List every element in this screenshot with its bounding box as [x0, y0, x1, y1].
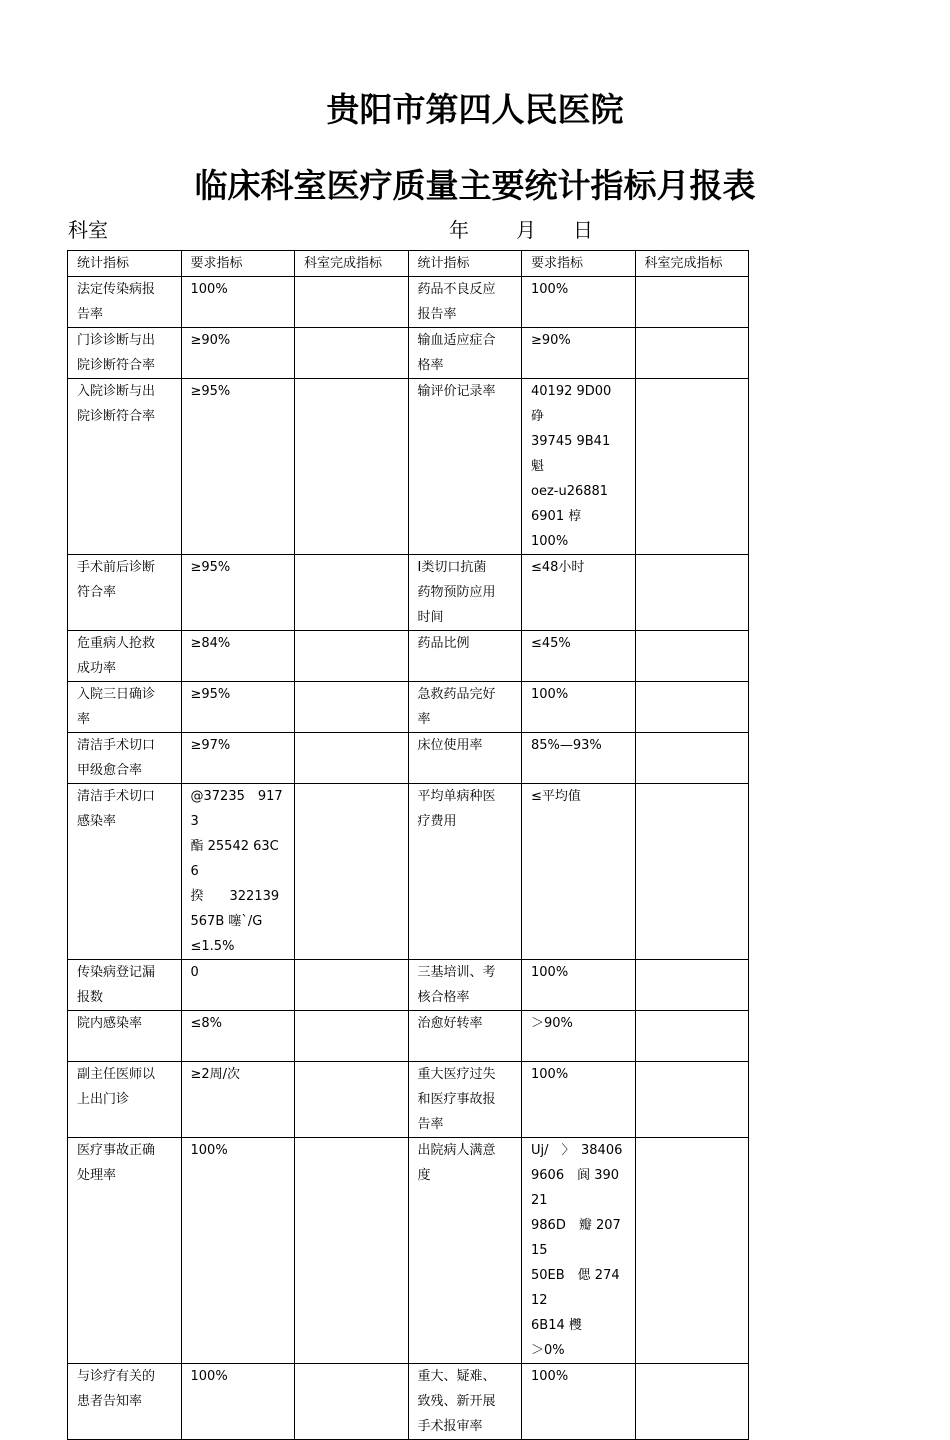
month-label: 月	[516, 218, 536, 242]
indicator-name: 院内感染率	[77, 1016, 143, 1031]
required-value-cell	[181, 1011, 295, 1062]
indicator-name: 医疗事故正确 处理率	[77, 1143, 156, 1183]
required-value: ≤48小时	[531, 560, 585, 575]
completed-value-cell[interactable]	[635, 631, 749, 682]
completed-value-cell[interactable]	[295, 631, 409, 682]
indicator-name-cell	[68, 379, 182, 555]
required-value-cell	[522, 960, 636, 1011]
table-row	[68, 631, 749, 682]
column-header: 统计指标	[68, 251, 182, 277]
required-value-cell	[181, 960, 295, 1011]
required-value-cell	[181, 682, 295, 733]
required-value: ≥90%	[190, 333, 231, 348]
indicator-name-cell	[408, 631, 522, 682]
required-value-cell	[522, 1062, 636, 1138]
indicator-name-cell	[408, 379, 522, 555]
indicator-name: 治愈好转率	[417, 1016, 483, 1031]
indicator-name: 与诊疗有关的 患者告知率	[77, 1369, 156, 1409]
completed-value-cell[interactable]	[635, 733, 749, 784]
indicator-name-cell	[68, 555, 182, 631]
indicator-name-cell	[408, 784, 522, 960]
indicator-name-cell	[408, 1138, 522, 1364]
required-value: 100%	[531, 1369, 569, 1384]
indicator-name: 门诊诊断与出 院诊断符合率	[77, 333, 156, 373]
required-value: 40192 9D00 碀 39745 9B41 魁 oez-u26881 6901 椁 100%	[531, 384, 612, 549]
indicator-name: 三基培训、考 核合格率	[417, 965, 496, 1005]
required-value: 85%—93%	[531, 738, 602, 753]
required-value: Uj/ 〉 38406 9606 阆 39021 986D 瓣 20715 50EB 偲 27412 6B14 欆 ＞0%	[531, 1143, 623, 1358]
required-value-cell	[522, 379, 636, 555]
completed-value-cell[interactable]	[295, 1364, 409, 1440]
indicator-name: 出院病人满意 度	[417, 1143, 496, 1183]
column-header: 要求指标	[522, 251, 636, 277]
indicator-name: 平均单病种医 疗费用	[417, 789, 496, 829]
completed-value-cell[interactable]	[295, 1062, 409, 1138]
completed-value-cell[interactable]	[295, 784, 409, 960]
required-value-cell	[181, 784, 295, 960]
completed-value-cell[interactable]	[295, 1011, 409, 1062]
indicator-name: 重大医疗过失 和医疗事故报 告率	[417, 1067, 496, 1132]
required-value-cell	[181, 555, 295, 631]
hospital-title: 贵阳市第四人民医院	[326, 90, 624, 129]
table-row	[68, 1364, 749, 1440]
indicator-name: 床位使用率	[417, 738, 483, 753]
completed-value-cell[interactable]	[295, 328, 409, 379]
table-row	[68, 1011, 749, 1062]
column-header: 科室完成指标	[295, 251, 409, 277]
indicator-name: 重大、疑难、 致残、新开展 手术报审率	[417, 1369, 496, 1434]
year-label: 年	[449, 218, 469, 242]
required-value: 100%	[531, 282, 569, 297]
column-header: 要求指标	[181, 251, 295, 277]
completed-value-cell[interactable]	[635, 555, 749, 631]
indicator-name: 输血适应症合 格率	[417, 333, 496, 373]
required-value-cell	[522, 784, 636, 960]
required-value: 100%	[190, 1369, 228, 1384]
required-value-cell	[522, 1011, 636, 1062]
indicator-name: 清洁手术切口 感染率	[77, 789, 156, 829]
required-value-cell	[181, 379, 295, 555]
indicator-name: 入院三日确诊 率	[77, 687, 156, 727]
indicator-name-cell	[68, 631, 182, 682]
indicator-name: 输评价记录率	[417, 384, 496, 399]
indicator-name-cell	[408, 1011, 522, 1062]
required-value-cell	[522, 1364, 636, 1440]
indicator-table	[67, 250, 749, 1440]
department-label: 科室	[68, 218, 108, 242]
indicator-name-cell	[408, 960, 522, 1011]
required-value: ≤8%	[190, 1016, 223, 1031]
indicator-name-cell	[408, 328, 522, 379]
completed-value-cell[interactable]	[295, 733, 409, 784]
report-title: 临床科室医疗质量主要统计指标月报表	[194, 166, 756, 205]
column-header: 科室完成指标	[635, 251, 749, 277]
completed-value-cell[interactable]	[635, 682, 749, 733]
required-value-cell	[522, 1138, 636, 1364]
indicator-name-cell	[408, 682, 522, 733]
table-row	[68, 1062, 749, 1138]
required-value: 100%	[531, 1067, 569, 1082]
completed-value-cell[interactable]	[635, 1138, 749, 1364]
required-value-cell	[181, 1364, 295, 1440]
indicator-name-cell	[68, 784, 182, 960]
indicator-name: 药品比例	[417, 636, 470, 651]
completed-value-cell[interactable]	[295, 960, 409, 1011]
indicator-name: 入院诊断与出 院诊断符合率	[77, 384, 156, 424]
table-row	[68, 379, 749, 555]
completed-value-cell[interactable]	[635, 1011, 749, 1062]
table-row	[68, 555, 749, 631]
completed-value-cell[interactable]	[635, 328, 749, 379]
required-value: 0	[190, 965, 199, 980]
required-value: ≥2周/次	[190, 1067, 241, 1082]
required-value: ≥95%	[190, 687, 231, 702]
completed-value-cell[interactable]	[295, 277, 409, 328]
completed-value-cell[interactable]	[635, 1062, 749, 1138]
indicator-name-cell	[408, 733, 522, 784]
table-row	[68, 682, 749, 733]
completed-value-cell[interactable]	[635, 960, 749, 1011]
required-value-cell	[522, 682, 636, 733]
indicator-name-cell	[408, 277, 522, 328]
table-row	[68, 277, 749, 328]
completed-value-cell[interactable]	[295, 379, 409, 555]
indicator-name-cell	[68, 328, 182, 379]
required-value-cell	[522, 555, 636, 631]
table-row	[68, 1138, 749, 1364]
required-value: @37235 9173 酯 25542 63C6 揆 322139 567B 噻`/G ≤1.5%	[190, 789, 283, 954]
indicator-name-cell	[68, 960, 182, 1011]
required-value-cell	[522, 328, 636, 379]
required-value-cell	[181, 277, 295, 328]
required-value: ≥95%	[190, 384, 231, 399]
indicator-name: 清洁手术切口 甲级愈合率	[77, 738, 156, 778]
indicator-name-cell	[68, 682, 182, 733]
completed-value-cell[interactable]	[295, 682, 409, 733]
required-value: ≤45%	[531, 636, 571, 651]
table-row	[68, 784, 749, 960]
indicator-name: 危重病人抢救 成功率	[77, 636, 156, 676]
indicator-name-cell	[68, 1011, 182, 1062]
required-value: 100%	[190, 282, 228, 297]
indicator-name-cell	[68, 1138, 182, 1364]
completed-value-cell[interactable]	[635, 277, 749, 328]
completed-value-cell[interactable]	[295, 555, 409, 631]
required-value-cell	[181, 1138, 295, 1364]
completed-value-cell[interactable]	[635, 1364, 749, 1440]
completed-value-cell[interactable]	[295, 1138, 409, 1364]
required-value: ≥90%	[531, 333, 571, 348]
completed-value-cell[interactable]	[635, 379, 749, 555]
table-row	[68, 960, 749, 1011]
indicator-name: 手术前后诊断 符合率	[77, 560, 156, 600]
column-header: 统计指标	[408, 251, 522, 277]
table-row	[68, 328, 749, 379]
required-value-cell	[522, 277, 636, 328]
required-value: ≥95%	[190, 560, 231, 575]
indicator-name-cell	[408, 555, 522, 631]
required-value-cell	[181, 1062, 295, 1138]
indicator-name-cell	[408, 1062, 522, 1138]
indicator-name-cell	[68, 277, 182, 328]
indicator-name: 药品不良反应 报告率	[417, 282, 496, 322]
indicator-name-cell	[408, 1364, 522, 1440]
required-value: ≤平均值	[531, 789, 581, 804]
required-value: ＞90%	[531, 1016, 573, 1031]
completed-value-cell[interactable]	[635, 784, 749, 960]
indicator-name: 急救药品完好 率	[417, 687, 496, 727]
required-value: ≥97%	[190, 738, 231, 753]
indicator-name-cell	[68, 1062, 182, 1138]
table-header-row	[68, 251, 749, 277]
required-value: 100%	[190, 1143, 228, 1158]
indicator-name: 副主任医师以 上出门诊	[77, 1067, 156, 1107]
required-value-cell	[181, 328, 295, 379]
required-value-cell	[181, 631, 295, 682]
required-value-cell	[522, 631, 636, 682]
indicator-name-cell	[68, 733, 182, 784]
required-value: ≥84%	[190, 636, 231, 651]
indicator-name: 法定传染病报 告率	[77, 282, 156, 322]
required-value-cell	[522, 733, 636, 784]
required-value-cell	[181, 733, 295, 784]
indicator-name: Ⅰ类切口抗菌 药物预防应用 时间	[417, 560, 496, 625]
indicator-name: 传染病登记漏 报数	[77, 965, 156, 1005]
required-value: 100%	[531, 687, 569, 702]
table-row	[68, 733, 749, 784]
indicator-name-cell	[68, 1364, 182, 1440]
day-label: 日	[573, 218, 593, 242]
required-value: 100%	[531, 965, 569, 980]
